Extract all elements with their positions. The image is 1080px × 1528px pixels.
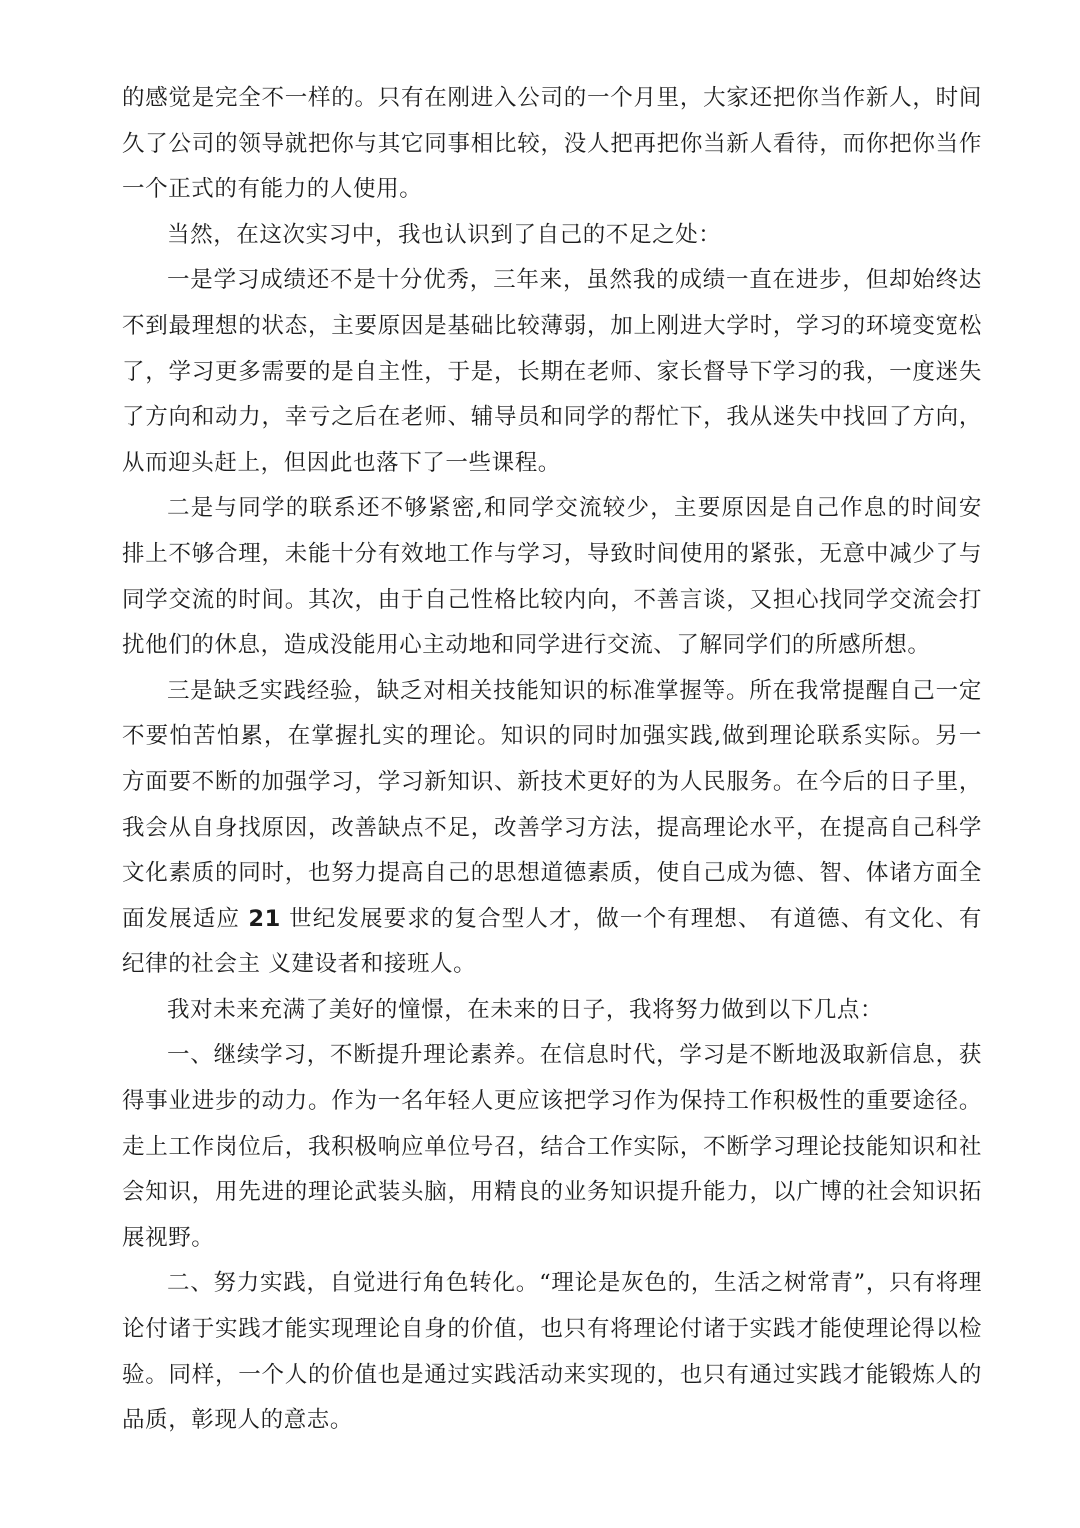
paragraph-continuation: 的感觉是完全不一样的。只有在刚进入公司的一个月里，大家还把你当作新人，时间久了公司的领导就把你与其它同事相比较，没人把再把你当新人看待，而你把你当作一个正式的有能力的人使用。 bbox=[122, 85, 982, 203]
paragraph-shortcomings-intro: 当然，在这次实习中，我也认识到了自己的不足之处： bbox=[167, 221, 722, 248]
paragraph-future-practice: 二、努力实践，自觉进行角色转化。“理论是灰色的，生活之树常青”，只有将理论付诸于实践才能实现理论自身的价值，也只有将理论付诸于实践才能使理论得以检验。同样，一个人的价值也是通过实践活动来实现的，也只有通过实践才能锻炼人的品质，彰现人的意志。 bbox=[122, 1270, 982, 1434]
century-number: 21 bbox=[248, 905, 281, 932]
paragraph-future-intro: 我对未来充满了美好的憧憬，在未来的日子，我将努力做到以下几点： bbox=[167, 996, 884, 1023]
paragraph-future-study: 一、继续学习，不断提升理论素养。在信息时代，学习是不断地汲取新信息，获得事业进步的动力。作为一名年轻人更应该把学习作为保持工作积极性的重要途径。走上工作岗位后，我积极响应单位号召，结合工作实际，不断学习理论技能知识和社会知识，用先进的理论武装头脑，用精良的业务知识提升能力，以广博的社会知识拓展视野。 bbox=[122, 1042, 982, 1251]
paragraph-text-part: 三是缺乏实践经验，缺乏对相关技能知识的标准掌握等。所在我常提醒自己一定不要怕苦怕累，在掌握扎实的理论。知识的同时加强实践,做到理论联系实际。另一方面要不断的加强学习，学习新知识、新技术更好的为人民服务。在今后的日子里，我会从自身找原因，改善缺点不足，改善学习方法，提高理论水平，在提高自己科学文化素质的同时，也努力提高自己的思想道德素质，使自己成为德、智、体诸方面全面发展适应 bbox=[122, 677, 982, 932]
document-page bbox=[122, 76, 982, 1444]
paragraph-text-part: 世纪发展要求的复合型人才，做一个有理想、 有道德、有文化、有纪律的社会主 义建设者和接班人。 bbox=[122, 905, 982, 978]
paragraph-shortcoming-classmates: 二是与同学的联系还不够紧密,和同学交流较少，主要原因是自己作息的时间安排上不够合理，未能十分有效地工作与学习，导致时间使用的紧张，无意中减少了与同学交流的时间。其次，由于自己性格比较内向，不善言谈，又担心找同学交流会打扰他们的休息，造成没能用心主动地和同学进行交流、了解同学们的所感所想。 bbox=[122, 495, 982, 659]
paragraph-shortcoming-study: 一是学习成绩还不是十分优秀，三年来，虽然我的成绩一直在进步，但却始终达不到最理想的状态，主要原因是基础比较薄弱，加上刚进大学时，学习的环境变宽松了，学习更多需要的是自主性，于是，长期在老师、家长督导下学习的我，一度迷失了方向和动力，幸亏之后在老师、辅导员和同学的帮忙下，我从迷失中找回了方向，从而迎头赶上，但因此也落下了一些课程。 bbox=[122, 267, 982, 476]
paragraph-shortcoming-practice bbox=[122, 669, 982, 988]
